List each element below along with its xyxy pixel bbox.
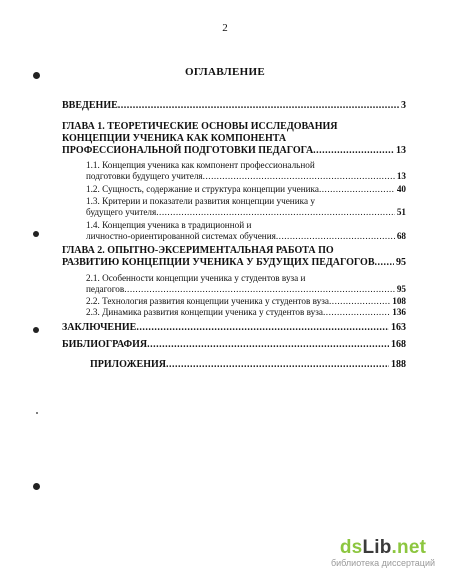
toc-heading: ОГЛАВЛЕНИЕ: [185, 66, 265, 78]
leader-dots: [323, 307, 390, 318]
toc-entry-section-2-1[interactable]: [86, 273, 406, 295]
toc-page-number: 51: [396, 207, 406, 217]
toc-page-number: 40: [396, 184, 406, 194]
toc-entry-appendix[interactable]: [62, 359, 406, 371]
toc-entry-section-2-3[interactable]: [86, 307, 406, 318]
toc-entry-line: РАЗВИТИЮ КОНЦЕПЦИИ УЧЕНИКА У БУДУЩИХ ПЕДАГОГОВ: [62, 257, 375, 268]
toc-entry-line: ГЛАВА 1. ТЕОРЕТИЧЕСКИЕ ОСНОВЫ ИССЛЕДОВАНИЯ: [62, 121, 338, 132]
punch-hole: [33, 327, 39, 333]
toc-page-number: 95: [396, 284, 406, 294]
toc-entry-line: 1.1. Концепция ученика как компонент профессиональной: [86, 160, 315, 170]
toc-entry-label: ПРИЛОЖЕНИЯ: [90, 359, 166, 370]
punch-hole: [33, 483, 40, 490]
toc-entry-line: личностно-ориентированной системах обучения: [86, 231, 276, 241]
toc-page-number: 188: [391, 359, 406, 370]
toc-entry-label: 2.2. Технология развития концепции ученика у студентов вуза: [86, 296, 329, 306]
toc-entry-conclusion[interactable]: [62, 322, 406, 334]
leader-dots: [166, 359, 389, 371]
toc-entry-line: КОНЦЕПЦИИ УЧЕНИКА КАК КОМПОНЕНТА: [62, 133, 287, 144]
dslib-watermark: [328, 537, 438, 568]
leader-dots: [118, 100, 399, 112]
toc-page-number: 108: [392, 296, 406, 306]
leader-dots: [375, 257, 395, 269]
toc-page-number: 13: [396, 145, 406, 156]
toc-entry-section-1-4[interactable]: [86, 220, 406, 242]
toc-entry-line: будущего учителя: [86, 207, 157, 217]
toc-entry-section-2-2[interactable]: [86, 296, 406, 307]
page-number: 2: [222, 22, 228, 34]
toc-entry-line: подготовки будущего учителя: [86, 171, 203, 181]
punch-hole: [33, 72, 40, 79]
leader-dots: [124, 284, 395, 295]
toc-page-number: 13: [396, 171, 406, 181]
toc-entry-line: ПРОФЕССИОНАЛЬНОЙ ПОДГОТОВКИ ПЕДАГОГА: [62, 145, 314, 156]
toc-entry-section-1-2[interactable]: [86, 184, 406, 195]
leader-dots: [313, 145, 394, 157]
toc-page-number: 163: [391, 322, 406, 333]
toc-entry-chapter-1[interactable]: [62, 121, 406, 157]
punch-hole: [33, 231, 39, 237]
toc-entry-line: ГЛАВА 2. ОПЫТНО-ЭКСЕРИМЕНТАЛЬНАЯ РАБОТА ПО: [62, 245, 334, 256]
toc-entry-section-1-1[interactable]: [86, 160, 406, 182]
leader-dots: [136, 322, 389, 334]
toc-entry-label: 1.2. Сущность, содержание и структура концепции ученика: [86, 184, 319, 194]
toc-entry-label: БИБЛИОГРАФИЯ: [62, 339, 148, 350]
toc-entry-bibliography[interactable]: [62, 339, 406, 351]
leader-dots: [203, 171, 395, 182]
toc-entry-label: ЗАКЛЮЧЕНИЕ: [62, 322, 137, 333]
toc-page-number: 95: [396, 257, 406, 268]
leader-dots: [156, 207, 395, 218]
toc-entry-line: 1.4. Концепция ученика в традиционной и: [86, 220, 252, 230]
leader-dots: [147, 339, 389, 351]
toc-entry-chapter-2[interactable]: [62, 245, 406, 269]
toc-entry-line: 2.1. Особенности концепции ученика у студентов вуза и: [86, 273, 306, 283]
toc-entry-introduction[interactable]: [62, 100, 406, 112]
toc-page-number: 3: [401, 100, 406, 111]
toc-entry-section-1-3[interactable]: [86, 196, 406, 218]
toc-page-number: 136: [392, 307, 406, 317]
dslib-subtitle: библиотека диссертаций: [330, 558, 435, 568]
toc-entry-label: 2.3. Динамика развития концепции ученика у студентов вуза: [86, 307, 323, 317]
toc-page-number: 68: [396, 231, 406, 241]
toc-entry-line: 1.3. Критерии и показатели развития концепции ученика у: [86, 196, 315, 206]
leader-dots: [329, 296, 390, 307]
dslib-logo: dsLib.net: [339, 537, 427, 558]
leader-dots: [276, 231, 395, 242]
scan-speck: [36, 412, 38, 414]
toc-page-number: 168: [391, 339, 406, 350]
leader-dots: [319, 184, 395, 195]
toc-entry-line: педагогов: [86, 284, 125, 294]
toc-entry-label: ВВЕДЕНИЕ: [62, 100, 118, 111]
